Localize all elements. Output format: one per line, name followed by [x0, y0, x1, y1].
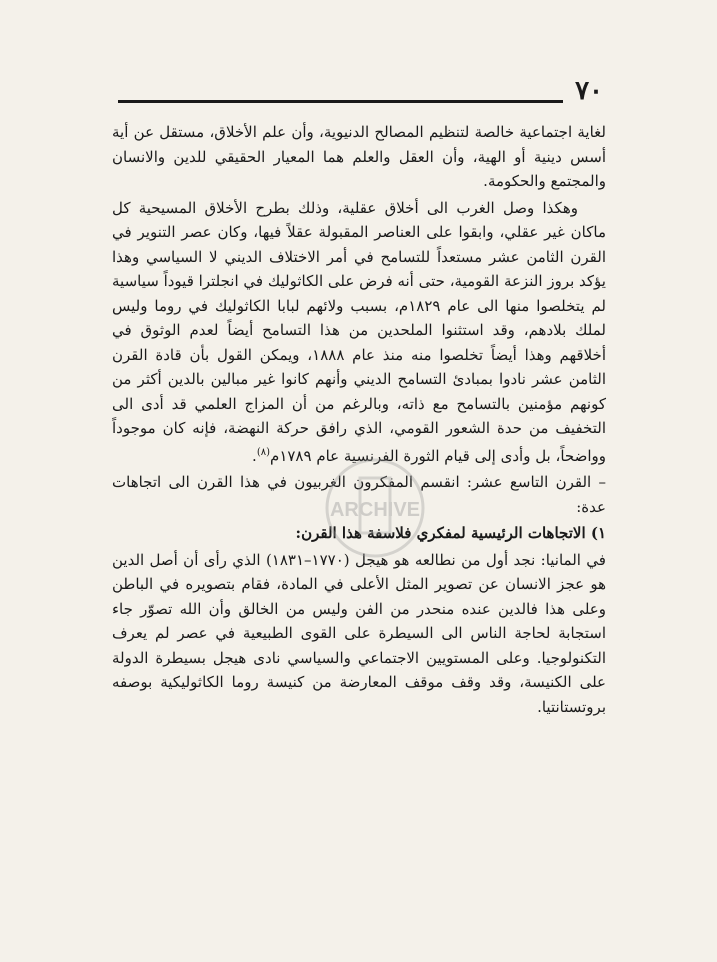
paragraph-2-text: وهكذا وصل الغرب الى أخلاق عقلية، وذلك بطرح الأخلاق المسيحية كل ماكان غير عقلي، وابقوا على العناصر المقبولة عقلاً فيها، وكان عصر التنوير في القرن الثامن عشر مستعداً للتسامح في أمر الاختلاف الديني لا السياسي وهذا يؤكد بروز النزعة القومية، حتى أنه فرض على الكاثوليك في انجلترا قيوداً سياسية لم يتخلصوا منها الى عام ١٨٢٩م، بسبب ولائهم لبابا الكاثوليك في روما وليس لملك بلادهم، وقد استثنوا الملحدين من هذا التسامح أيضاً لعدم الوثوق في أخلاقهم وهذا أيضاً تخلصوا منه منذ عام ١٨٨٨، ويمكن القول بأن قادة القرن الثامن عشر نادوا بمبادئ التسامح الديني وأنهم كانوا غير مبالين بالدين أكثر من كونهم مؤمنين بالتسامح مع ذاته، وبالرغم من أن المزاج العلمي قد أدى الى التخفيف من حدة الشعور القومي، الذي رافق حركة النهضة، فإنه كان موجوداً وواضحاً، بل وأدى إلى قيام الثورة الفرنسية عام ١٧٨٩م [112, 198, 606, 465]
page-header [118, 78, 603, 104]
paragraph-4: في المانيا: نجد أول من نطالعه هو هيجل (١٧٧٠–١٨٣١) الذي رأى أن أصل الدين هو عجز الانسان عن تصوير المثل الأعلى في المادة، فقام بتصويره في الباطن وعلى هذا فالدين عنده منحدر من الفن وليس من الخالق وأن الله تصوّر جاء استجابة لحاجة الناس الى السيطرة على القوى الطبيعية في عصر لم يعرف التكنولوجيا. وعلى المستويين الاجتماعي والسياسي نادى هيجل بسيطرة الدولة على الكنيسة، وقد وقف موقف المعارضة من كنيسة روما الكاثوليكية بوصفه بروتستانتيا. [112, 550, 606, 716]
footnote-reference: (٨) [256, 446, 271, 458]
paragraph-1: لغاية اجتماعية خالصة لتنظيم المصالح الدنيوية، وأن علم الأخلاق، مستقل عن أية أسس دينية أو الهية، وأن العقل والعلم هما المعيار الحقيقي للدين والانسان والمجتمع والحكومة. [112, 123, 606, 190]
header-rule [118, 100, 563, 103]
watermark-text: ARCHIVE [329, 499, 421, 521]
section-heading: ١) الاتجاهات الرئيسية لمفكري فلاسفة هذا القرن: [295, 524, 606, 542]
paragraph-3: – القرن التاسع عشر: انقسم المفكرون الغربيون في هذا القرن الى اتجاهات عدة: [112, 473, 606, 516]
paragraph-2: وهكذا وصل الغرب الى أخلاق عقلية، وذلك بطرح الأخلاق المسيحية كل ماكان غير عقلي، وابقوا على العناصر المقبولة عقلاً فيها، وكان عصر التنوير في القرن الثامن عشر مستعداً للتسامح في أمر الاختلاف الديني لا السياسي وهذا يؤكد بروز النزعة القومية، حتى أنه فرض على الكاثوليك في انجلترا قيوداً سياسية لم يتخلصوا منها الى عام ١٨٢٩م، بسبب ولائهم لبابا الكاثوليك في روما وليس لملك بلادهم، وقد استثنوا الملحدين من هذا التسامح أيضاً لعدم الوثوق في أخلاقهم وهذا أيضاً تخلصوا منه منذ عام ١٨٨٨، ويمكن القول بأن قادة القرن الثامن عشر نادوا بمبادئ التسامح الديني وأنهم كانوا غير مبالين بالدين أكثر من كونهم مؤمنين بالتسامح مع ذاته، وبالرغم من أن المزاج العلمي قد أدى الى التخفيف من حدة الشعور القومي، الذي رافق حركة النهضة، فإنه كان موجوداً وواضحاً، بل وأدى إلى قيام الثورة الفرنسية عام ١٧٨٩م$^{(٨)}$. [112, 198, 606, 465]
page-number: ٧٠ [575, 76, 603, 106]
body-text [112, 120, 606, 721]
